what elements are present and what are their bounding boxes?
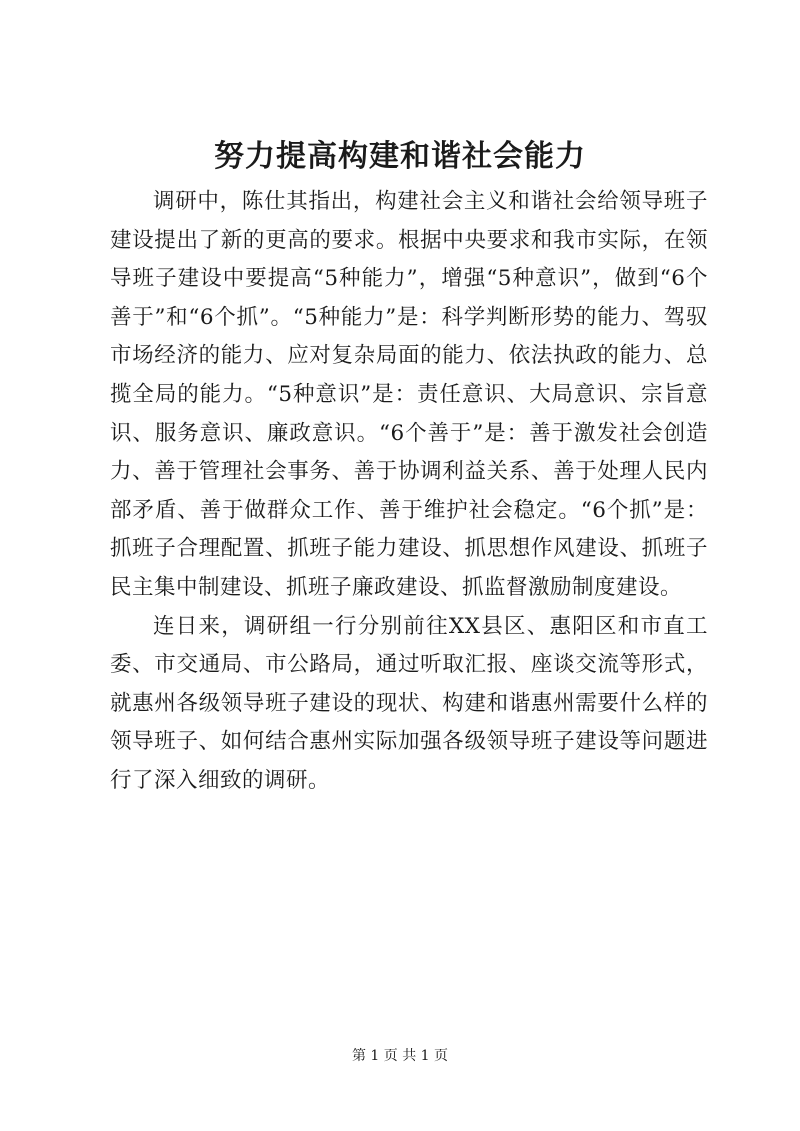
document-body: [110, 183, 708, 801]
paragraph-2: 连日来，调研组一行分别前往XX县区、惠阳区和市直工委、市交通局、市公路局，通过听取汇报、座谈交流等形式，就惠州各级领导班子建设的现状、构建和谐惠州需要什么样的领导班子、如何结合惠州实际加强各级领导班子建设等问题进行了深入细致的调研。: [110, 613, 708, 793]
document-title: 努力提高构建和谐社会能力: [214, 139, 586, 174]
page-footer: 第 1 页 共 1 页: [351, 1048, 449, 1064]
paragraph-1: 调研中，陈仕其指出，构建社会主义和谐社会给领导班子建设提出了新的更高的要求。根据中央要求和我市实际，在领导班子建设中要提高“5种能力”，增强“5种意识”，做到“6个善于”和“6个抓”。“5种能力”是：科学判断形势的能力、驾驭市场经济的能力、应对复杂局面的能力、依法执政的能力、总揽全局的能力。“5种意识”是：责任意识、大局意识、宗旨意识、服务意识、廉政意识。“6个善于”是：善于激发社会创造力、善于管理社会事务、善于协调利益关系、善于处理人民内部矛盾、善于做群众工作、善于维护社会稳定。“6个抓”是：抓班子合理配置、抓班子能力建设、抓思想作风建设、抓班子民主集中制建设、抓班子廉政建设、抓监督激励制度建设。: [110, 189, 708, 600]
